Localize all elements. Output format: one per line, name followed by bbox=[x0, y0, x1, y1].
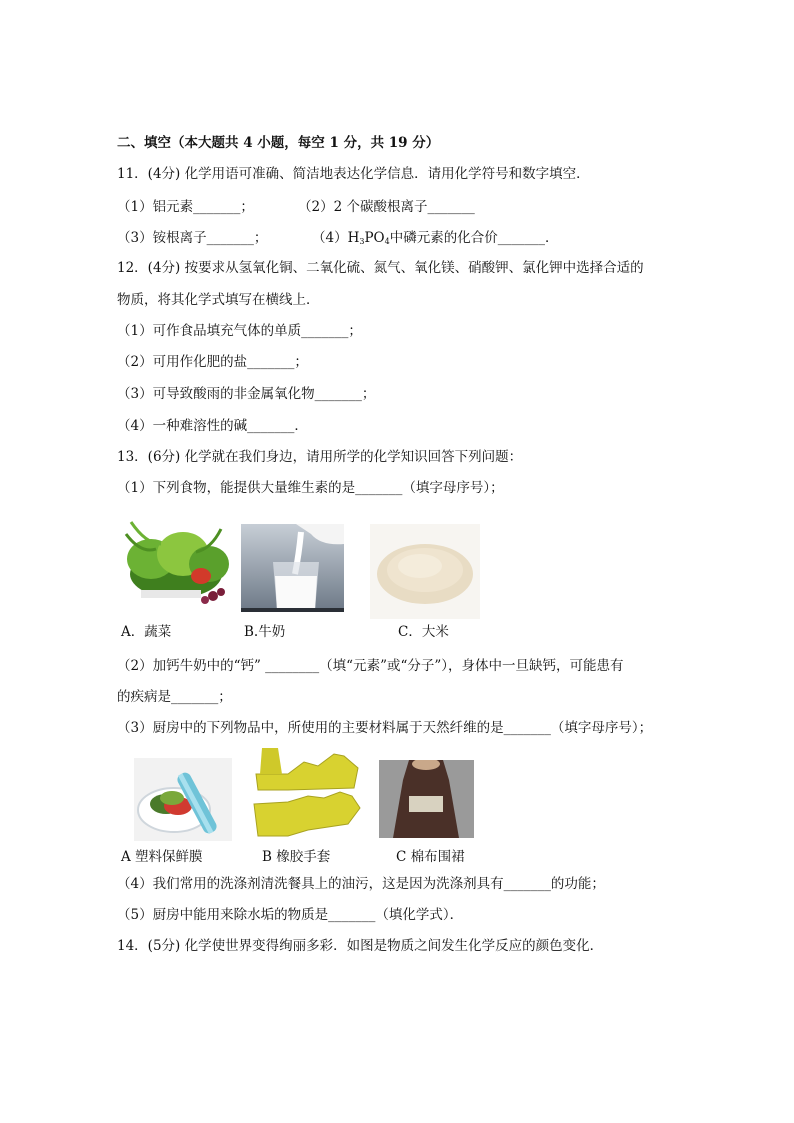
q14-stem: 14．(5分) 化学使世界变得绚丽多彩．如图是物质之间发生化学反应的颜色变化． bbox=[117, 938, 604, 954]
q11-part3: （3）铵根离子_______； bbox=[117, 230, 268, 246]
item-label-c: C 棉布围裙 bbox=[396, 849, 465, 865]
plastic-wrap-image bbox=[134, 758, 232, 841]
q12-stem-line1: 12．(4分) 按要求从氢氧化铜、二氧化硫、氮气、氧化镁、硝酸钾、氯化钾中选择合适的 bbox=[117, 260, 644, 276]
food-label-b: B.牛奶 bbox=[244, 624, 286, 640]
q13-part1: （1）下列食物，能提供大量维生素的是_______（填字母序号）； bbox=[117, 480, 504, 496]
q13-part2-line1: （2）加钙牛奶中的“钙” ________（填“元素”或“分子”），身体中一旦缺钙，可能患有 bbox=[117, 658, 624, 674]
q11-part1: （1）铝元素_______； bbox=[117, 199, 254, 215]
q13-part4: （4）我们常用的洗涤剂清洗餐具上的油污，这是因为洗涤剂具有_______的功能； bbox=[117, 876, 605, 892]
rice-image bbox=[370, 524, 480, 619]
item-label-b: B 橡胶手套 bbox=[262, 849, 331, 865]
q13-part5: （5）厨房中能用来除水垢的物质是_______（填化学式）． bbox=[117, 907, 464, 923]
q11-part2: （2）2 个碳酸根离子_______ bbox=[298, 199, 475, 215]
q12-part3: （3）可导致酸雨的非金属氧化物_______； bbox=[117, 386, 376, 402]
food-label-a: A．蔬菜 bbox=[121, 624, 172, 640]
q12-part4: （4）一种难溶性的碱_______． bbox=[117, 418, 308, 434]
milk-image bbox=[241, 524, 344, 612]
q12-stem-line2: 物质，将其化学式填写在横线上． bbox=[117, 292, 320, 308]
food-label-c: C．大米 bbox=[398, 624, 449, 640]
item-label-a: A 塑料保鲜膜 bbox=[121, 849, 203, 865]
cotton-apron-image bbox=[379, 760, 474, 838]
q13-part3: （3）厨房中的下列物品中，所使用的主要材料属于天然纤维的是_______（填字母序号）； bbox=[117, 720, 653, 736]
q11-part4: $(4)H_3PO_4$中磷元素的化合价_______． bbox=[312, 230, 559, 246]
vegetables-image bbox=[121, 514, 232, 608]
q13-stem: 13．(6分) 化学就在我们身边，请用所学的化学知识回答下列问题： bbox=[117, 449, 523, 465]
section-title: 二、填空（本大题共 4 小题，每空 1 分，共 19 分） bbox=[117, 135, 440, 151]
q11-stem: 11．(4分) 化学用语可准确、简洁地表达化学信息．请用化学符号和数字填空． bbox=[117, 166, 590, 182]
q12-part1: （1）可作食品填充气体的单质_______； bbox=[117, 323, 362, 339]
rubber-gloves-image bbox=[248, 744, 362, 844]
q13-part2-line2: 的疾病是_______； bbox=[117, 689, 232, 705]
q12-part2: （2）可用作化肥的盐_______； bbox=[117, 354, 308, 370]
